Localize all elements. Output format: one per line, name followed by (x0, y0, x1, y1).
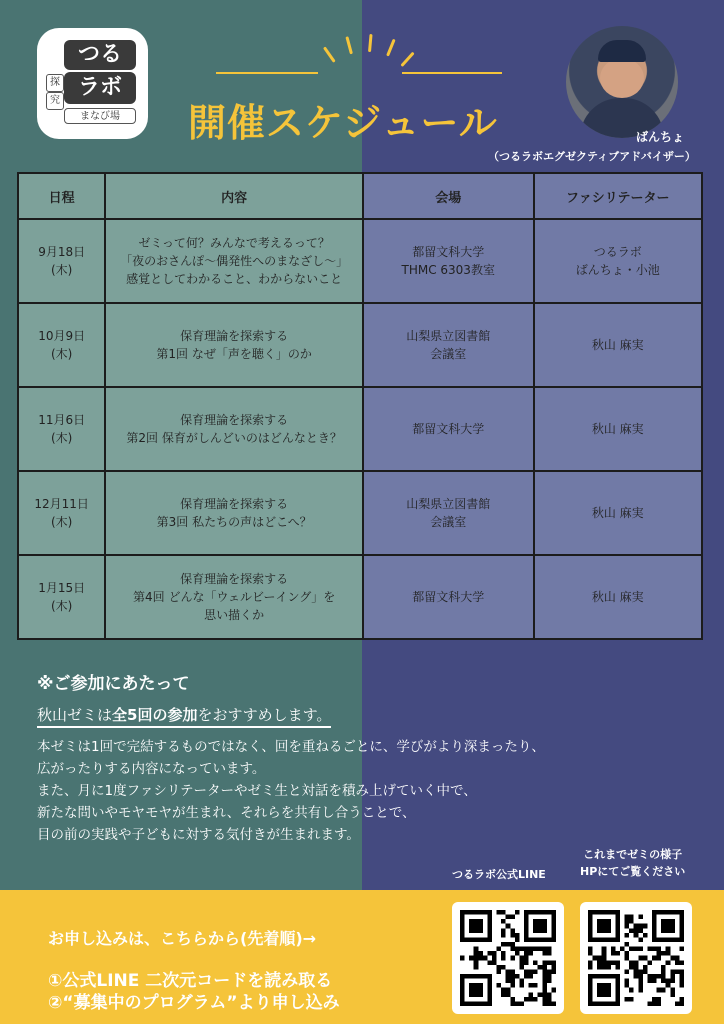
table-row (18, 471, 702, 555)
cell-venue: 都留文科大学 (363, 555, 534, 639)
line-qr-code[interactable] (452, 902, 564, 1014)
table-row (18, 303, 702, 387)
cell-facilitator: 秋山 麻実 (534, 303, 702, 387)
cell-venue: 山梨県立図書館 会議室 (363, 303, 534, 387)
cell-venue: 山梨県立図書館 会議室 (363, 471, 534, 555)
table-row (18, 555, 702, 639)
notes-line: 広がったりする内容になっています。 (37, 761, 266, 777)
line-qr-label: つるラボ公式LINE (452, 868, 546, 881)
notes-line: 本ゼミは1回で完結するものではなく、回を重ねるごとに、学びがより深まったり、 (37, 739, 545, 755)
header-content: 内容 (105, 173, 363, 219)
cell-date: 9月18日 (木) (18, 219, 105, 303)
advisor-name: ばんちょ (636, 130, 685, 144)
notes-line: また、月に1度ファシリテーターやゼミ生と対話を積み上げていく中で、 (37, 783, 477, 799)
cell-content: ゼミって何？みんなで考えるって？ 「夜のおさんぽ〜偶発性へのまなざし〜」 感覚としてわかること、わからないこと (105, 219, 363, 303)
header-venue: 会場 (363, 173, 534, 219)
title-deco-line-right (402, 72, 502, 74)
recommendation-text: 秋山ゼミは全5回の参加をおすすめします。 (37, 704, 331, 728)
notes-line: 目の前の実践や子どもに対する気付きが生まれます。 (37, 827, 360, 843)
logo-side-char-1: 探 (46, 74, 64, 92)
cell-date: 12月11日 (木) (18, 471, 105, 555)
header-facilitator: ファシリテーター (534, 173, 702, 219)
cell-venue: 都留文科大学 (363, 387, 534, 471)
page-title: 開催スケジュール (188, 101, 498, 145)
table-row (18, 387, 702, 471)
hp-qr-label: これまでゼミの様子 HPにてご覧ください (580, 848, 686, 878)
table-header-row (18, 173, 702, 219)
cell-facilitator: つるラボ ばんちょ・小池 (534, 219, 702, 303)
notes-body (37, 736, 545, 846)
qr-code-icon (588, 910, 684, 1006)
notes-heading: ※ご参加にあたって (37, 674, 190, 694)
tsuru-labo-logo (37, 28, 148, 139)
cell-facilitator: 秋山 麻実 (534, 471, 702, 555)
cell-venue: 都留文科大学 THMC 6303教室 (363, 219, 534, 303)
cell-content: 保育理論を探索する 第1回 なぜ「声を聴く」のか (105, 303, 363, 387)
cell-content: 保育理論を探索する 第4回 どんな「ウェルビーイング」を 思い描くか (105, 555, 363, 639)
notes-line: 新たな問いやモヤモヤが生まれ、それらを共有し合うことで、 (37, 805, 416, 821)
cell-facilitator: 秋山 麻実 (534, 555, 702, 639)
header-date: 日程 (18, 173, 105, 219)
hp-qr-code[interactable] (580, 902, 692, 1014)
cell-date: 10月9日 (木) (18, 303, 105, 387)
logo-text-top: つる (64, 40, 136, 70)
apply-step-1: ①公式LINE 二次元コードを読み取る (48, 971, 333, 991)
cell-date: 11月6日 (木) (18, 387, 105, 471)
advisor-photo (566, 26, 678, 138)
cell-content: 保育理論を探索する 第2回 保育がしんどいのはどんなとき？ (105, 387, 363, 471)
apply-heading: お申し込みは、こちらから(先着順)→ (48, 929, 317, 948)
qr-code-icon (460, 910, 556, 1006)
advisor-role: （つるラボエグゼクティブアドバイザー） (488, 150, 696, 163)
title-deco-line-left (216, 72, 318, 74)
cell-date: 1月15日 (木) (18, 555, 105, 639)
apply-step-2: ②“募集中のプログラム”より申し込み (48, 993, 340, 1013)
table-row (18, 219, 702, 303)
schedule-table (17, 172, 703, 640)
logo-subtitle: まなび場 (64, 108, 136, 124)
logo-side-char-2: 究 (46, 92, 64, 110)
cell-content: 保育理論を探索する 第3回 私たちの声はどこへ？ (105, 471, 363, 555)
cell-facilitator: 秋山 麻実 (534, 387, 702, 471)
logo-text-bottom: ラボ (64, 72, 136, 104)
